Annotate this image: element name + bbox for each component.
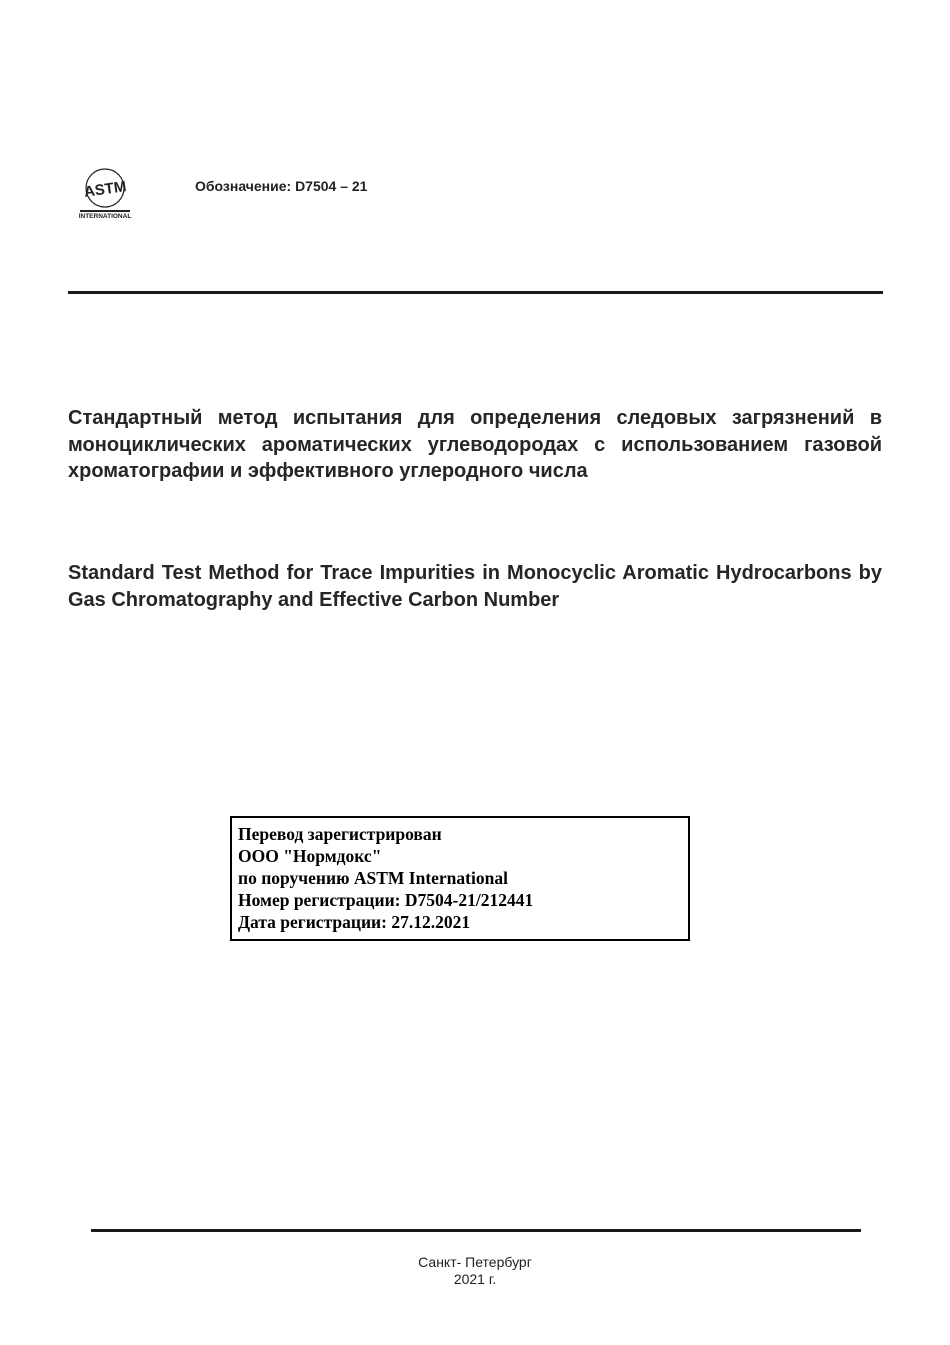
registration-line: Номер регистрации: D7504-21/212441 — [238, 890, 534, 910]
registration-line: Перевод зарегистрирован — [238, 824, 442, 844]
title-russian: Стандартный метод испытания для определения следовых загрязнений в моноциклических ароматических углеводородах с использованием газовой хроматографии и эффективного углеродного числа — [68, 407, 882, 482]
registration-line: по поручению ASTM International — [238, 868, 508, 888]
astm-logo-icon — [78, 166, 132, 222]
registration-line: Дата регистрации: 27.12.2021 — [238, 912, 471, 932]
footer — [0, 1254, 950, 1288]
registration-line: ООО "Нормдокс" — [238, 846, 382, 866]
bottom-divider — [91, 1229, 861, 1232]
designation: Обозначение: D7504 – 21 — [195, 178, 368, 194]
registration-box — [230, 816, 690, 941]
logo-text: INTERNATIONAL — [78, 213, 132, 220]
svg-text:ASTM: ASTM — [82, 178, 128, 201]
footer-year: 2021 г. — [453, 1271, 497, 1287]
title-english: Standard Test Method for Trace Impurities in Monocyclic Aromatic Hydrocarbons by Gas Chromatography and Effective Carbon Number — [68, 562, 882, 611]
top-divider — [68, 291, 883, 294]
footer-city: Санкт- Петербург — [418, 1254, 532, 1270]
